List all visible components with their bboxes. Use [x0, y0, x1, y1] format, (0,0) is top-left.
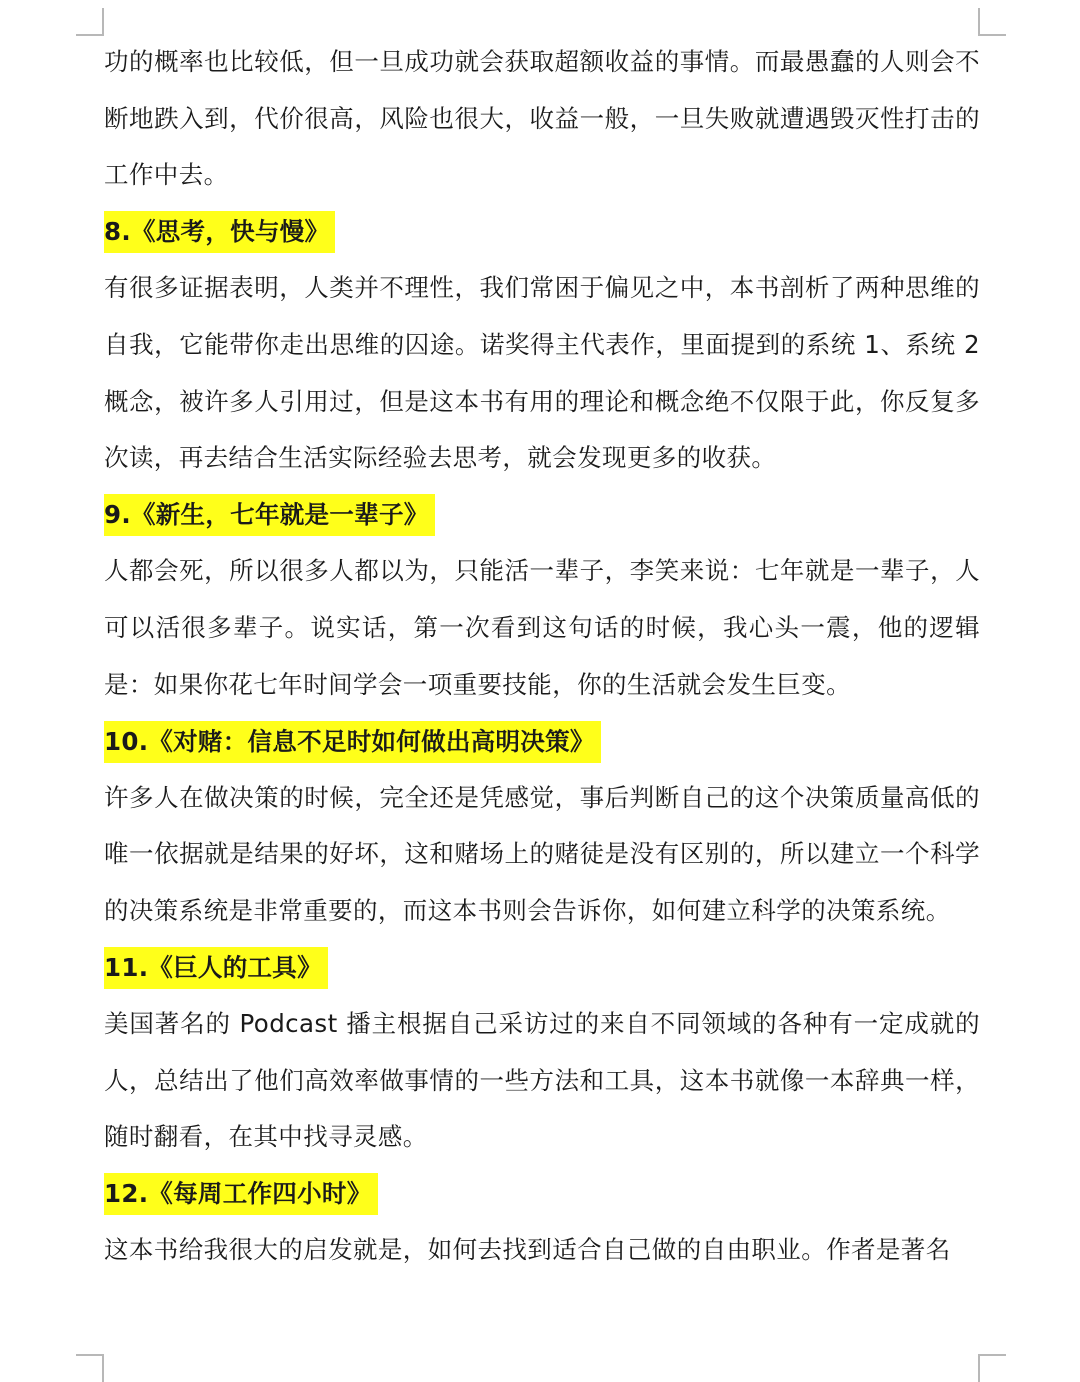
section-9	[104, 487, 980, 713]
section-heading: 9.《新生，七年就是一辈子》	[104, 494, 435, 536]
document-body	[104, 34, 980, 1279]
intro-paragraph: 功的概率也比较低，但一旦成功就会获取超额收益的事情。而最愚蠢的人则会不断地跌入到，代价很高，风险也很大，收益一般，一旦失败就遭遇毁灭性打击的工作中去。	[104, 47, 980, 190]
section-11	[104, 940, 980, 1166]
section-heading: 10.《对赌：信息不足时如何做出高明决策》	[104, 721, 601, 763]
section-8	[104, 204, 980, 487]
section-body: 美国著名的 Podcast 播主根据自己采访过的来自不同领域的各种有一定成就的人，总结出了他们高效率做事情的一些方法和工具，这本书就像一本辞典一样，随时翻看，在其中找寻灵感。	[104, 1009, 980, 1152]
crop-mark-top-left	[76, 8, 104, 36]
crop-mark-bottom-right	[978, 1354, 1006, 1382]
section-12	[104, 1166, 980, 1279]
section-body: 有很多证据表明，人类并不理性，我们常困于偏见之中，本书剖析了两种思维的自我，它能带你走出思维的囚途。诺奖得主代表作，里面提到的系统 1、系统 2 概念，被许多人引用过，但是这本书有用的理论和概念绝不仅限于此，你反复多次读，再去结合生活实际经验去思考，就会发现更多的收获。	[104, 273, 980, 473]
section-body: 这本书给我很大的启发就是，如何去找到适合自己做的自由职业。作者是著名	[104, 1235, 951, 1265]
section-body: 人都会死，所以很多人都以为，只能活一辈子，李笑来说：七年就是一辈子，人可以活很多辈子。说实话，第一次看到这句话的时候，我心头一震，他的逻辑是：如果你花七年时间学会一项重要技能，你的生活就会发生巨变。	[104, 556, 980, 699]
section-heading: 11.《巨人的工具》	[104, 947, 328, 989]
section-10	[104, 713, 980, 939]
section-heading: 8.《思考，快与慢》	[104, 211, 335, 253]
crop-mark-bottom-left	[76, 1354, 104, 1382]
crop-mark-top-right	[978, 8, 1006, 36]
section-heading: 12.《每周工作四小时》	[104, 1173, 378, 1215]
section-body: 许多人在做决策的时候，完全还是凭感觉，事后判断自己的这个决策质量高低的唯一依据就是结果的好坏，这和赌场上的赌徒是没有区别的，所以建立一个科学的决策系统是非常重要的，而这本书则会告诉你，如何建立科学的决策系统。	[104, 782, 980, 925]
